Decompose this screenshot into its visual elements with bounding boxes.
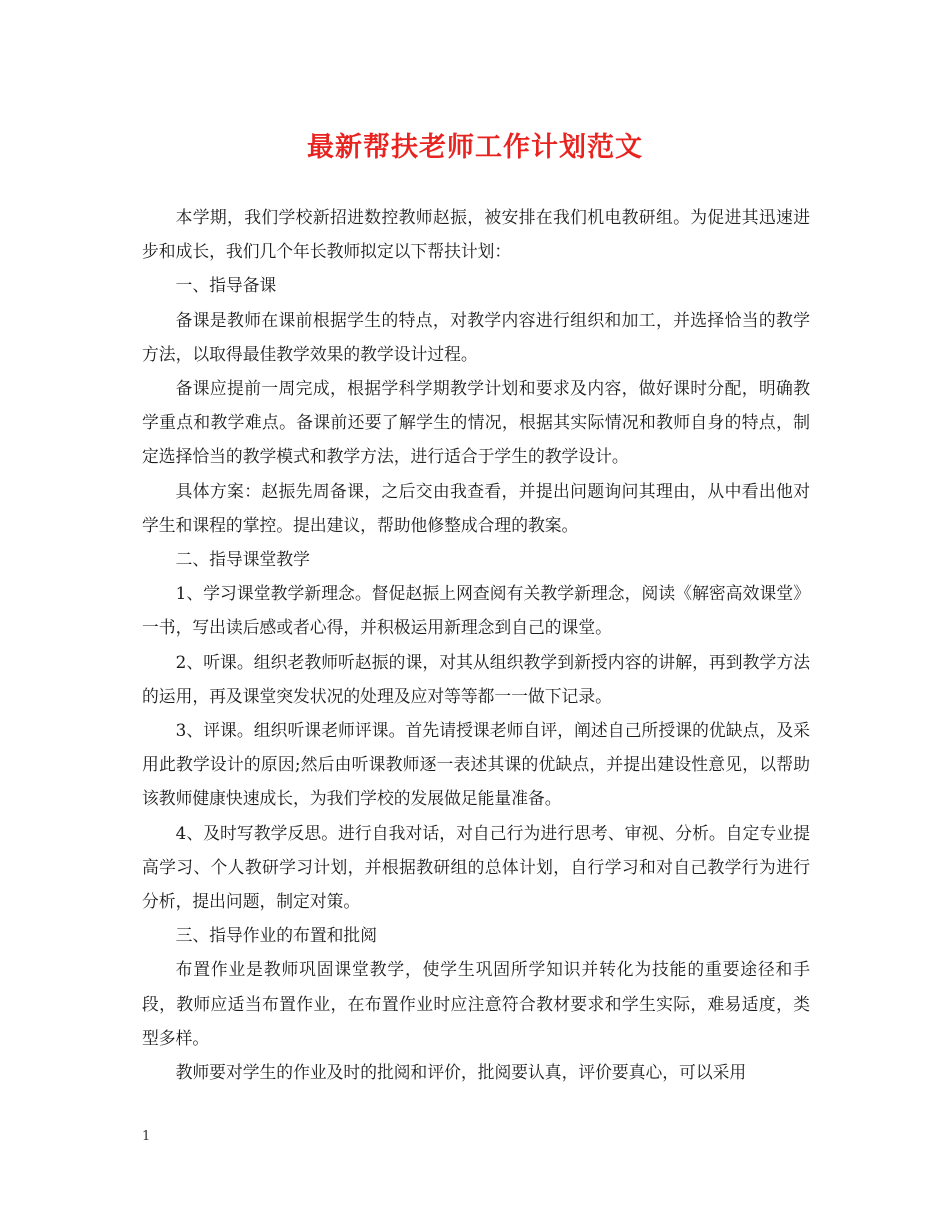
paragraph: 布置作业是教师巩固课堂教学，使学生巩固所学知识并转化为技能的重要途径和手段，教师应适当布置作业，在布置作业时应注意符合教材要求和学生实际，难易适度，类型多样。	[142, 959, 810, 1048]
list-item: 2、听课。组织老教师听赵振的课，对其从组织教学到新授内容的讲解，再到教学方法的运用，再及课堂突发状况的处理及应对等等都一一做下记录。	[142, 651, 810, 706]
document-title: 最新帮扶老师工作计划范文	[307, 132, 643, 163]
section-heading-1: 一、指导备课	[175, 275, 277, 296]
list-item: 1、学习课堂教学新理念。督促赵振上网查阅有关教学新理念，阅读《解密高效课堂》一书，写出读后感或者心得，并积极运用新理念到自己的课堂。	[142, 583, 810, 638]
paragraph-intro: 本学期，我们学校新招进数控教师赵振，被安排在我们机电教研组。为促进其迅速进步和成长，我们几个年长教师拟定以下帮扶计划：	[142, 207, 810, 262]
list-item: 4、及时写教学反思。进行自我对话，对自己行为进行思考、审视、分析。自定专业提高学习、个人教研学习计划，并根据教研组的总体计划，自行学习和对自己教学行为进行分析，提出问题，制定对策。	[142, 822, 810, 912]
paragraph: 备课是教师在课前根据学生的特点，对教学内容进行组织和加工，并选择恰当的教学方法，以取得最佳教学效果的教学设计过程。	[142, 309, 810, 364]
document-body	[142, 200, 810, 1089]
paragraph: 备课应提前一周完成，根据学科学期教学计划和要求及内容，做好课时分配，明确教学重点和教学难点。备课前还要了解学生的情况，根据其实际情况和教师自身的特点，制定选择恰当的教学模式和教学方法，进行适合于学生的教学设计。	[142, 378, 810, 467]
section-heading-3: 三、指导作业的布置和批阅	[175, 925, 377, 946]
section-heading-2: 二、指导课堂教学	[175, 549, 310, 570]
page-number: 1	[142, 1129, 151, 1144]
paragraph: 具体方案：赵振先周备课，之后交由我查看，并提出问题询问其理由，从中看出他对学生和课程的掌控。提出建议，帮助他修整成合理的教案。	[142, 480, 810, 535]
paragraph: 教师要对学生的作业及时的批阅和评价，批阅要认真，评价要真心，可以采用	[175, 1062, 747, 1083]
list-item: 3、评课。组织听课老师评课。首先请授课老师自评，阐述自己所授课的优缺点，及采用此教学设计的原因;然后由听课教师逐一表述其课的优缺点，并提出建设性意见，以帮助该教师健康快速成长，为我们学校的发展做足能量准备。	[142, 720, 810, 809]
